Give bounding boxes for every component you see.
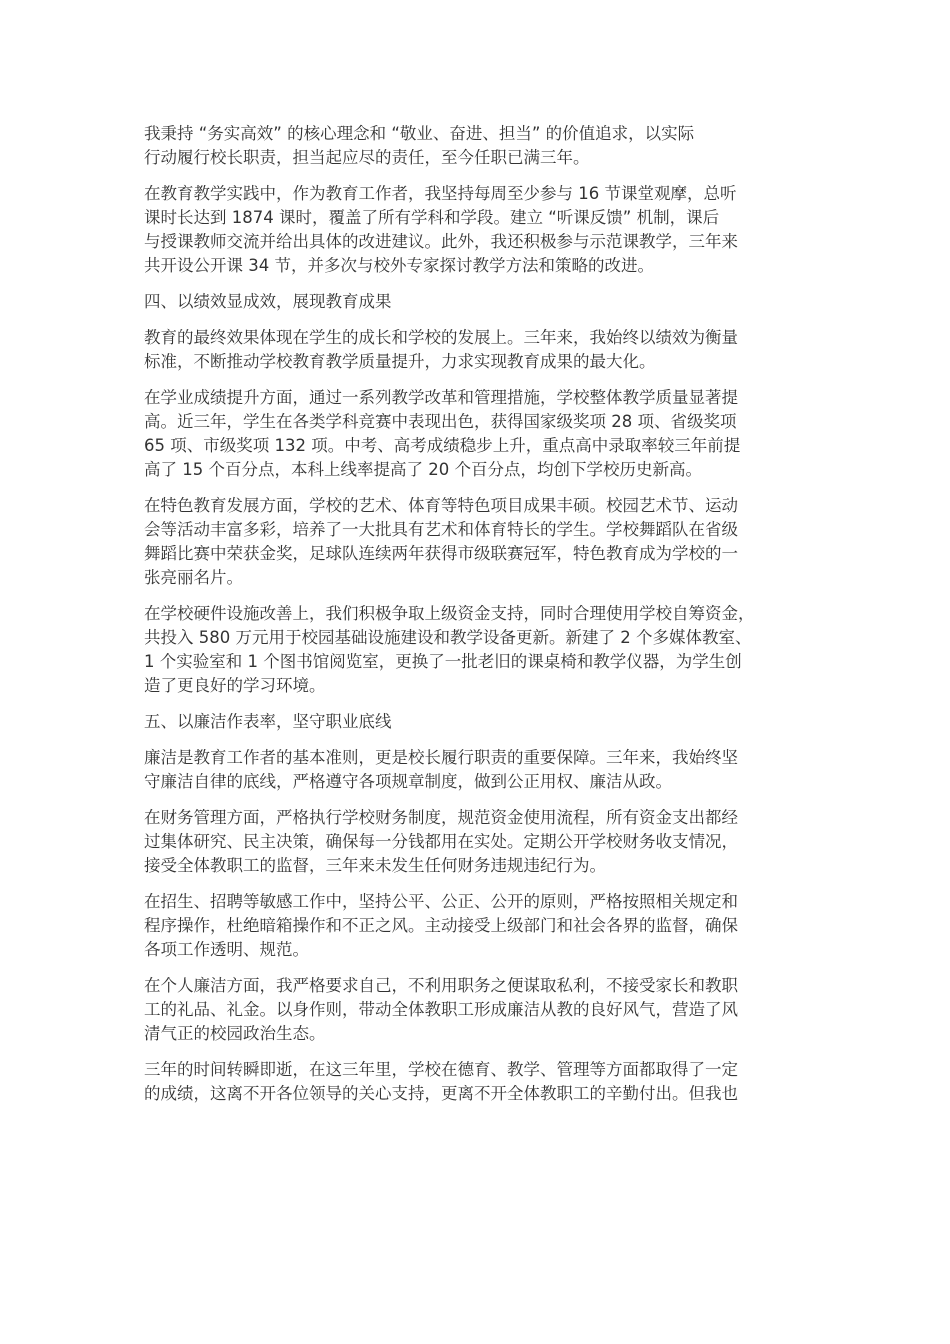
paragraph-conclusion: [144, 1058, 810, 1106]
text-line: 行动履行校长职责，担当起应尽的责任，至今任职已满三年。: [144, 148, 590, 167]
text-line: 共投入 580 万元用于校园基础设施建设和教学设备更新。新建了 2 个多媒体教室、: [144, 628, 752, 647]
paragraph-performance-intro: [144, 326, 810, 374]
text-line: 教育的最终效果体现在学生的成长和学校的发展上。三年来，我始终以绩效为衡量: [144, 328, 738, 347]
text-line: 舞蹈比赛中荣获金奖，足球队连续两年获得市级联赛冠军，特色教育成为学校的一: [144, 544, 738, 563]
text-line: 在特色教育发展方面，学校的艺术、体育等特色项目成果丰硕。校园艺术节、运动: [144, 496, 738, 515]
paragraph-personal-integrity: [144, 974, 810, 1046]
text-line: 会等活动丰富多彩，培养了一大批具有艺术和体育特长的学生。学校舞蹈队在省级: [144, 520, 738, 539]
text-line: 标准，不断推动学校教育教学质量提升，力求实现教育成果的最大化。: [144, 352, 656, 371]
text-line: 三年的时间转瞬即逝，在这三年里，学校在德育、教学、管理等方面都取得了一定: [144, 1060, 738, 1079]
text-line: 程序操作，杜绝暗箱操作和不正之风。主动接受上级部门和社会各界的监督，确保: [144, 916, 738, 935]
section-heading-performance: [144, 290, 810, 314]
text-line: 的成绩，这离不开各位领导的关心支持，更离不开全体教职工的辛勤付出。但我也: [144, 1084, 738, 1103]
text-line: 工的礼品、礼金。以身作则，带动全体教职工形成廉洁从教的良好风气，营造了风: [144, 1000, 738, 1019]
heading-text: 五、以廉洁作表率，坚守职业底线: [144, 712, 392, 731]
text-line: 接受全体教职工的监督，三年来未发生任何财务违规违纪行为。: [144, 856, 606, 875]
heading-text: 四、以绩效显成效，展现教育成果: [144, 292, 392, 311]
text-line: 过集体研究、民主决策，确保每一分钱都用在实处。定期公开学校财务收支情况，: [144, 832, 738, 851]
text-line: 课时长达到 1874 课时，覆盖了所有学科和学段。建立 “听课反馈” 机制，课后: [144, 208, 720, 227]
paragraph-academic-results: [144, 386, 810, 482]
text-line: 清气正的校园政治生态。: [144, 1024, 326, 1043]
text-line: 高了 15 个百分点，本科上线率提高了 20 个百分点，均创下学校历史新高。: [144, 460, 702, 479]
text-line: 在财务管理方面，严格执行学校财务制度，规范资金使用流程，所有资金支出都经: [144, 808, 738, 827]
paragraph-facilities: [144, 602, 810, 698]
text-line: 在学校硬件设施改善上，我们积极争取上级资金支持，同时合理使用学校自筹资金，: [144, 604, 755, 623]
text-line: 造了更良好的学习环境。: [144, 676, 326, 695]
document-body: [144, 122, 810, 1118]
text-line: 张亮丽名片。: [144, 568, 243, 587]
text-line: 守廉洁自律的底线，严格遵守各项规章制度，做到公正用权、廉洁从政。: [144, 772, 672, 791]
text-line: 在招生、招聘等敏感工作中，坚持公平、公正、公开的原则，严格按照相关规定和: [144, 892, 738, 911]
paragraph-integrity-intro: [144, 746, 810, 794]
text-line: 1 个实验室和 1 个图书馆阅览室，更换了一批老旧的课桌椅和教学仪器，为学生创: [144, 652, 742, 671]
text-line: 在个人廉洁方面，我严格要求自己，不利用职务之便谋取私利，不接受家长和教职: [144, 976, 738, 995]
section-heading-integrity: [144, 710, 810, 734]
text-line: 高。近三年，学生在各类学科竞赛中表现出色，获得国家级奖项 28 项、省级奖项: [144, 412, 737, 431]
paragraph-special-education: [144, 494, 810, 590]
text-line: 我秉持 “务实高效” 的核心理念和 “敬业、奋进、担当” 的价值追求，以实际: [144, 124, 695, 143]
paragraph-work-philosophy: [144, 122, 810, 170]
text-line: 在学业成绩提升方面，通过一系列教学改革和管理措施，学校整体教学质量显著提: [144, 388, 738, 407]
text-line: 共开设公开课 34 节，并多次与校外专家探讨教学方法和策略的改进。: [144, 256, 654, 275]
text-line: 在教育教学实践中，作为教育工作者，我坚持每周至少参与 16 节课堂观摩，总听: [144, 184, 737, 203]
paragraph-recruitment: [144, 890, 810, 962]
text-line: 65 项、市级奖项 132 项。中考、高考成绩稳步上升，重点高中录取率较三年前提: [144, 436, 741, 455]
paragraph-finance: [144, 806, 810, 878]
text-line: 与授课教师交流并给出具体的改进建议。此外，我还积极参与示范课教学，三年来: [144, 232, 738, 251]
paragraph-teaching-practice: [144, 182, 810, 278]
text-line: 各项工作透明、规范。: [144, 940, 309, 959]
text-line: 廉洁是教育工作者的基本准则，更是校长履行职责的重要保障。三年来，我始终坚: [144, 748, 738, 767]
